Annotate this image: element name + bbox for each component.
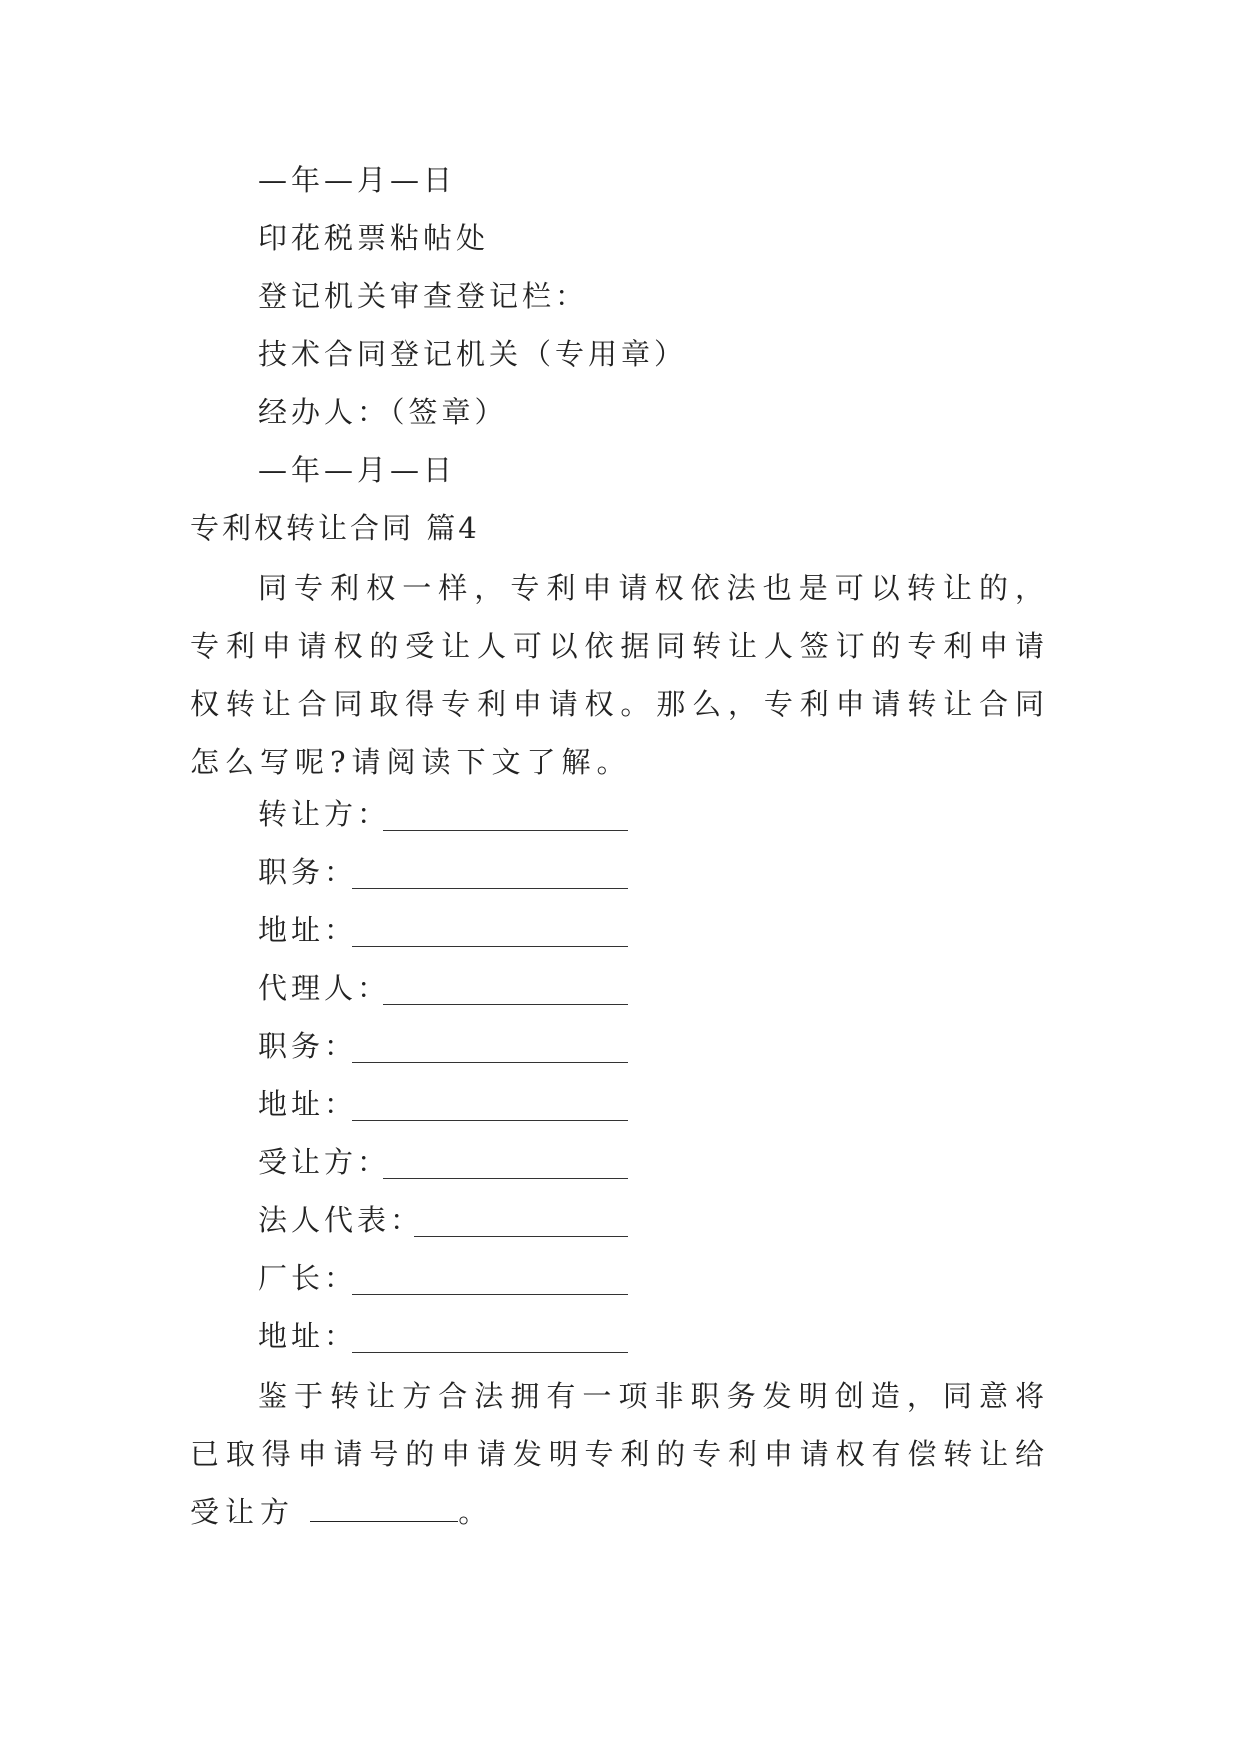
field-label: 地址： (258, 1319, 358, 1353)
tech-seal-line: 技术合同登记机关（专用章） (258, 337, 688, 371)
section-heading: 专利权转让合同 篇4 (190, 511, 480, 545)
field-label: 厂长： (258, 1261, 358, 1295)
fill-blank (414, 1236, 628, 1237)
fill-blank (310, 1499, 458, 1522)
intro-paragraph: 同专利权一样，专利申请权依法也是可以转让的，专利申请权的受让人可以依据同转让人签订的专利申请权转让合同取得专利申请权。那么，专利申请转让合同怎么写呢?请阅读下文了解。 (190, 571, 1050, 779)
field-address-3 (258, 1316, 357, 1356)
field-factory-director (258, 1258, 357, 1298)
fill-blank (352, 1294, 628, 1295)
closing-text: 鉴于转让方合法拥有一项非职务发明创造，同意将已取得申请号的申请发明专利的专利申请权有偿转让给受让方 (190, 1379, 1050, 1529)
field-transferee (258, 1142, 390, 1182)
handler-line: 经办人：（签章） (258, 395, 508, 429)
date-line-1: —年—月—日 (258, 163, 457, 197)
stamp-tax-line: 印花税票粘帖处 (258, 221, 490, 255)
registry-line: 登记机关审查登记栏： (258, 279, 589, 313)
fill-blank (352, 946, 628, 947)
fill-blank (352, 1352, 628, 1353)
field-address-1 (258, 910, 357, 950)
fill-blank (383, 1178, 628, 1179)
field-label: 职务： (258, 1029, 358, 1063)
field-label: 转让方： (258, 797, 391, 831)
field-position-1 (258, 852, 357, 892)
field-agent (258, 968, 390, 1008)
field-label: 受让方： (258, 1145, 391, 1179)
field-label: 地址： (258, 1087, 358, 1121)
field-label: 法人代表： (258, 1203, 424, 1237)
field-transferor (258, 794, 390, 834)
field-label: 地址： (258, 913, 358, 947)
field-label: 代理人： (258, 971, 391, 1005)
fill-blank (383, 830, 628, 831)
field-label: 职务： (258, 855, 358, 889)
field-position-2 (258, 1026, 357, 1066)
closing-period: 。 (458, 1495, 494, 1529)
fill-blank (352, 888, 628, 889)
field-address-2 (258, 1084, 357, 1124)
date-line-2: —年—月—日 (258, 453, 457, 487)
fill-blank (352, 1120, 628, 1121)
fill-blank (352, 1062, 628, 1063)
field-legal-rep (258, 1200, 423, 1240)
fill-blank (383, 1004, 628, 1005)
closing-paragraph (190, 1367, 1050, 1541)
